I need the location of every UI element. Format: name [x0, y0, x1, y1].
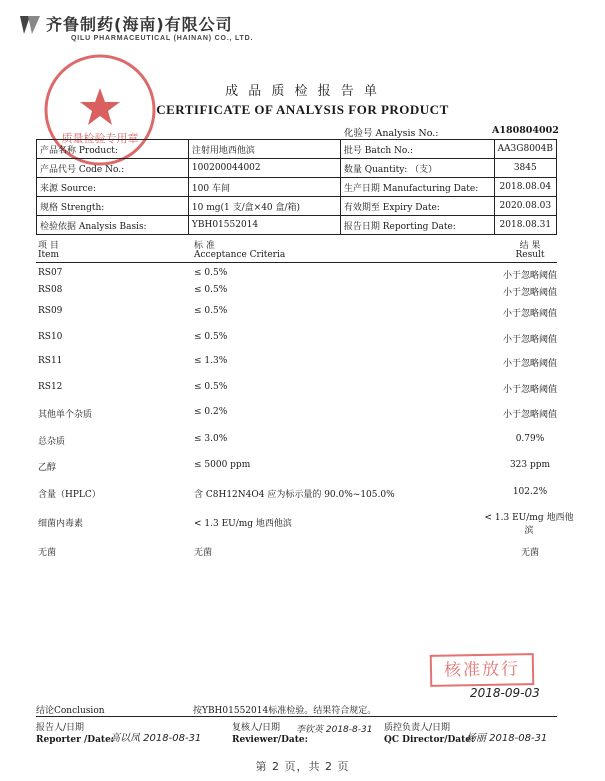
- test-criteria: ≤ 0.5%: [194, 285, 228, 295]
- test-result: 小于忽略阈值: [502, 410, 557, 420]
- release-signature: 2018-09-03: [470, 686, 540, 700]
- info-label: 批号 Batch No.:: [340, 140, 494, 159]
- company-name-en: QILU PHARMACEUTICAL (HAINAN) CO., LTD.: [71, 35, 254, 42]
- info-row: [37, 140, 557, 159]
- result-header-cn: 结 果: [519, 241, 541, 251]
- info-row: [37, 159, 557, 178]
- criteria-header-cn: 标 准: [194, 241, 215, 251]
- item-header-cn: 项 目: [38, 241, 59, 251]
- test-item: 无菌: [38, 548, 57, 558]
- test-result: 小于忽略阈值: [502, 309, 557, 319]
- test-criteria: ≤ 0.2%: [194, 407, 228, 417]
- company-name-cn: 齐鲁制药(海南)有限公司: [46, 15, 233, 34]
- release-stamp: 核准放行: [430, 653, 535, 687]
- info-label: 检验依据 Analysis Basis:: [37, 216, 189, 235]
- test-item: RS07: [38, 268, 63, 278]
- test-result: < 1.3 EU/mg 地西他滨: [484, 513, 574, 536]
- test-result: 323 ppm: [509, 460, 551, 470]
- criteria-header-en: Acceptance Criteria: [194, 250, 286, 260]
- info-label: 产品名称 Product:: [37, 140, 189, 159]
- analysis-no-value: A180804002: [492, 125, 559, 136]
- test-criteria: ≤ 5000 ppm: [194, 460, 251, 470]
- title-cn: 成 品 质 检 报 告 单: [225, 84, 380, 99]
- info-value: AA3G8004B: [494, 140, 556, 159]
- conclusion-text: 按YBH01552014标准检验。结果符合规定。: [193, 706, 377, 716]
- header-divider: [36, 262, 557, 263]
- test-item: 含量（HPLC）: [38, 490, 101, 500]
- reviewer-signature: 李钦英 2018-8-31: [296, 725, 373, 735]
- info-value: 2018.08.04: [494, 178, 556, 197]
- test-criteria: 无菌: [194, 548, 213, 558]
- test-item: RS11: [38, 356, 63, 366]
- item-header-en: Item: [38, 250, 60, 260]
- analysis-no-label: 化验号 Analysis No.:: [344, 128, 439, 139]
- qc-label-en: QC Director/Date:: [384, 735, 475, 745]
- reviewer-label-en: Reviewer/Date:: [232, 735, 308, 745]
- reporter-signature: 高以凤 2018-08-31: [110, 733, 202, 744]
- info-value: 100 车间: [188, 178, 340, 197]
- info-label: 生产日期 Manufacturing Date:: [340, 178, 494, 197]
- seal-text: 质量检验专用章: [61, 132, 139, 145]
- tests-header: [36, 238, 557, 262]
- test-criteria: ≤ 3.0%: [194, 434, 228, 444]
- test-criteria: ≤ 0.5%: [194, 306, 228, 316]
- info-value: 100200044002: [188, 159, 340, 178]
- test-criteria: 含 C8H12N4O4 应为标示量的 90.0%~105.0%: [194, 490, 395, 500]
- test-item: RS08: [38, 285, 63, 295]
- test-criteria: ≤ 0.5%: [194, 382, 228, 392]
- info-value: 3845: [494, 159, 556, 178]
- product-info-table: [36, 139, 557, 235]
- info-value: 2018.08.31: [494, 216, 556, 235]
- info-value: 2020.08.03: [494, 197, 556, 216]
- test-item: 总杂质: [38, 437, 66, 447]
- info-label: 报告日期 Reporting Date:: [340, 216, 494, 235]
- company-logo-icon: [18, 14, 42, 36]
- info-row: [37, 178, 557, 197]
- info-label: 数量 Quantity: （支）: [340, 159, 494, 178]
- info-value: 10 mg(1 支/盒×40 盒/箱): [188, 197, 340, 216]
- reporter-label-cn: 报告人/日期: [36, 723, 85, 733]
- info-label: 规格 Strength:: [37, 197, 189, 216]
- test-item: 乙醇: [38, 463, 57, 473]
- test-result: 0.79%: [515, 434, 545, 444]
- test-result: 小于忽略阈值: [502, 359, 557, 369]
- info-row: [37, 216, 557, 235]
- test-criteria: ≤ 1.3%: [194, 356, 228, 366]
- test-result: 小于忽略阈值: [502, 288, 557, 298]
- info-label: 产品代号 Code No.:: [37, 159, 189, 178]
- info-label: 有效期至 Expiry Date:: [340, 197, 494, 216]
- test-result: 102.2%: [512, 487, 548, 497]
- qc-label-cn: 质控负责人/日期: [384, 723, 451, 733]
- qc-signature: 杨丽 2018-08-31: [466, 733, 548, 744]
- test-result: 小于忽略阈值: [502, 335, 557, 345]
- test-criteria: < 1.3 EU/mg 地西他滨: [194, 519, 292, 529]
- info-row: [37, 197, 557, 216]
- test-item: 细菌内毒素: [38, 519, 84, 529]
- test-item: 其他单个杂质: [38, 410, 93, 420]
- page-footer: 第 2 页，共 2 页: [255, 760, 350, 773]
- test-item: RS10: [38, 332, 63, 342]
- test-item: RS09: [38, 306, 63, 316]
- info-label: 来源 Source:: [37, 178, 189, 197]
- title-en: CERTIFICATE OF ANALYSIS FOR PRODUCT: [156, 102, 449, 117]
- test-result: 小于忽略阈值: [502, 271, 557, 281]
- test-item: RS12: [38, 382, 63, 392]
- conclusion-divider: [36, 716, 557, 717]
- test-result: 无菌: [520, 548, 539, 558]
- conclusion-label: 结论Conclusion: [36, 706, 105, 716]
- reporter-label-en: Reporter /Date:: [36, 735, 115, 745]
- result-header-en: Result: [515, 250, 545, 260]
- test-criteria: ≤ 0.5%: [194, 268, 228, 278]
- reviewer-label-cn: 复核人/日期: [232, 723, 281, 733]
- test-result: 小于忽略阈值: [502, 385, 557, 395]
- info-value: 注射用地西他滨: [188, 140, 340, 159]
- test-criteria: ≤ 0.5%: [194, 332, 228, 342]
- info-value: YBH01552014: [188, 216, 340, 235]
